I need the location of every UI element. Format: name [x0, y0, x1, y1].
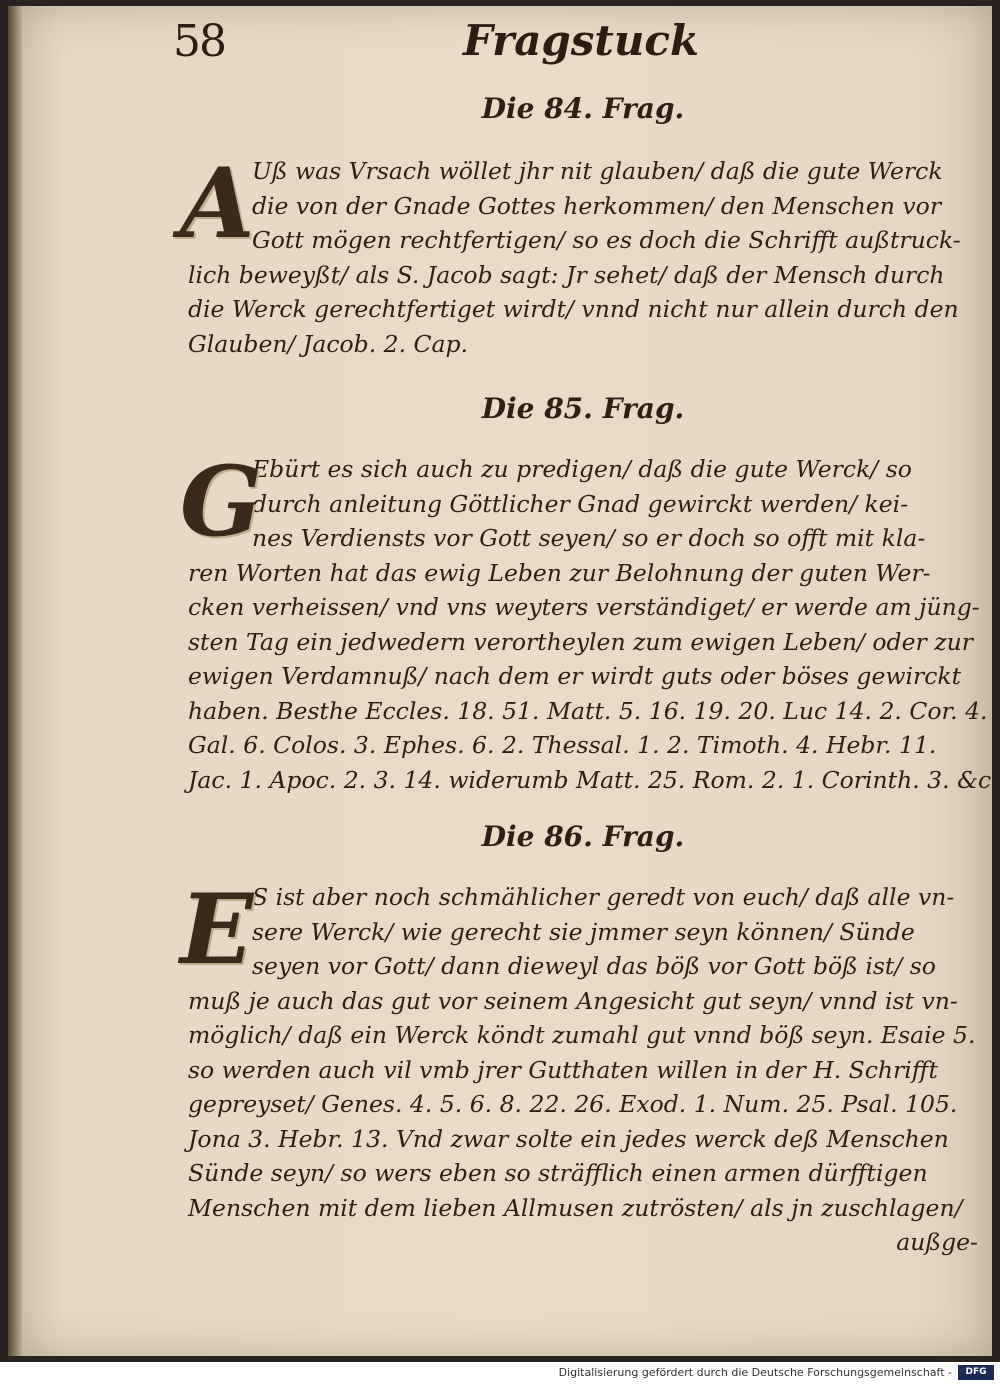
text-line: möglich/ daß ein Werck köndt zumahl gut vnnd böß seyn. Esaie 5.: [188, 1021, 976, 1049]
text-line: Jac. 1. Apoc. 2. 3. 14. widerumb Matt. 25. Rom. 2. 1. Corinth. 3. &c.: [188, 765, 999, 794]
question-84: [180, 86, 978, 361]
text-line: seyen vor Gott/ dann dieweyl das böß vor Gott böß ist/ so: [252, 952, 936, 980]
question-text: [180, 147, 978, 361]
text-line: lich beweyßt/ als S. Jacob sagt: Jr sehet/ daß der Mensch durch: [188, 260, 945, 289]
text-line: Uß was Vrsach wöllet jhr nit glauben/ daß die gute Werck: [252, 157, 943, 185]
question-86: [180, 814, 978, 1260]
text-line: Jona 3. Hebr. 13. Vnd zwar solte ein jedes werck deß Menschen: [188, 1124, 949, 1153]
decorated-initial: A: [180, 147, 255, 260]
text-line: Glauben/ Jacob. 2. Cap.: [188, 329, 469, 358]
text-line: die Werck gerechtfertiget wirdt/ vnnd nicht nur allein durch den: [188, 295, 959, 323]
footer-credit: Digitalisierung gefördert durch die Deutsche Forschungsgemeinschaft -: [558, 1366, 952, 1379]
footer-bar: [0, 1362, 1000, 1385]
text-line: haben. Besthe Eccles. 18. 51. Matt. 5. 16. 19. 20. Luc 14. 2. Cor. 4.: [188, 696, 988, 725]
text-line: cken verheissen/ vnd vns weyters verständiget/ er werde am jüng-: [188, 593, 980, 621]
text-line: S ist aber noch schmählicher geredt von euch/ daß alle vn-: [252, 883, 955, 911]
text-line: sten Tag ein jedwedern verortheylen zum ewigen Leben/ oder zur: [188, 627, 973, 656]
question-heading: Die 86. Frag.: [481, 820, 685, 853]
catchword: außge-: [896, 1228, 978, 1256]
question-heading: Die 84. Frag.: [481, 92, 685, 125]
decorated-initial: G: [180, 445, 262, 558]
text-line: Gott mögen rechtfertigen/ so es doch die Schrifft außtruck-: [252, 226, 961, 254]
decorated-initial: E: [180, 873, 254, 986]
text-line: nes Verdiensts vor Gott seyen/ so er doch so offt mit kla-: [252, 524, 926, 552]
book-page: [8, 6, 999, 1356]
text-line: so werden auch vil vmb jrer Gutthaten willen in der H. Schrifft: [188, 1055, 938, 1084]
page-gutter: [8, 6, 22, 1356]
running-head: Fragstuck: [463, 16, 700, 65]
question-text: [180, 445, 999, 797]
text-line: durch anleitung Göttlicher Gnad gewirckt werden/ kei-: [252, 489, 909, 518]
text-line: muß je auch das gut vor seinem Angesicht gut seyn/ vnnd ist vn-: [188, 986, 958, 1015]
text-line: sere Werck/ wie gerecht sie jmmer seyn können/ Sünde: [252, 917, 915, 946]
dfg-logo-icon[interactable]: DFG: [958, 1365, 994, 1380]
text-line: Gal. 6. Colos. 3. Ephes. 6. 2. Thessal. 1. 2. Timoth. 4. Hebr. 11.: [188, 731, 937, 759]
text-line: gepreyset/ Genes. 4. 5. 6. 8. 22. 26. Exod. 1. Num. 25. Psal. 105.: [188, 1090, 958, 1118]
question-text: [180, 873, 978, 1260]
text-line: Sünde seyn/ so wers eben so sträfflich einen armen dürfftigen: [188, 1159, 928, 1187]
question-85: [180, 386, 999, 797]
question-heading: Die 85. Frag.: [481, 392, 685, 425]
text-line: ewigen Verdamnuß/ nach dem er wirdt guts oder böses gewirckt: [188, 662, 962, 690]
text-line: Menschen mit dem lieben Allmusen zutrösten/ als jn zuschlagen/: [188, 1193, 963, 1222]
text-line: Ebürt es sich auch zu predigen/ daß die gute Werck/ so: [252, 455, 912, 483]
page-number: 58: [173, 16, 225, 67]
text-line: ren Worten hat das ewig Leben zur Belohnung der guten Wer-: [188, 558, 931, 587]
text-line: die von der Gnade Gottes herkommen/ den Menschen vor: [252, 191, 942, 220]
page-header: [173, 16, 700, 76]
